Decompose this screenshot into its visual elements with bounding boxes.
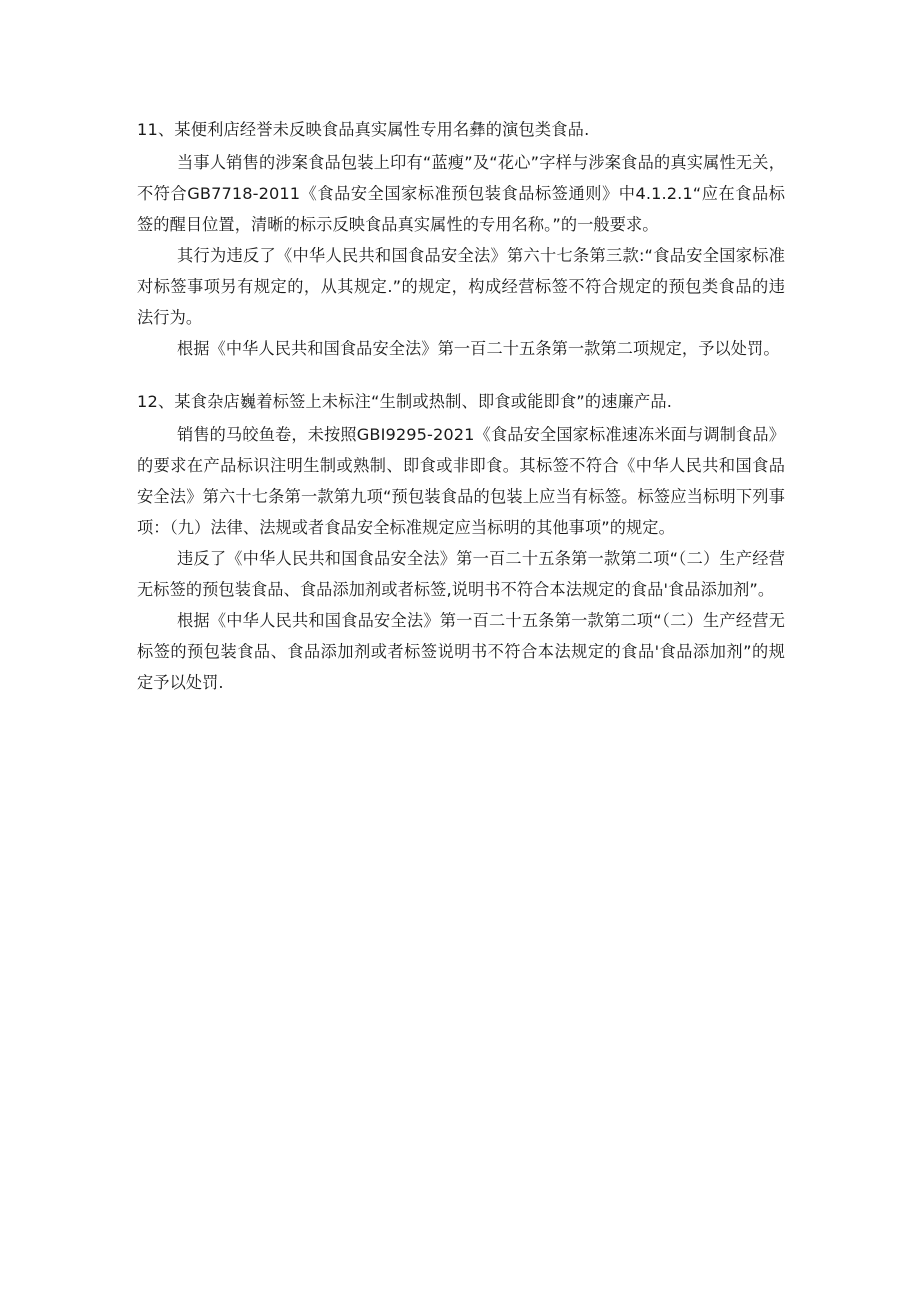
case-12	[137, 385, 785, 698]
case-paragraph: 销售的马皎鱼卷，未按照GBI9295-2021《食品安全国家标准速冻米面与调制食品》的要求在产品标识注明生制或熟制、即食或非即食。其标签不符合《中华人民共和国食品安全法》第六十七条第一款第九项“预包装食品的包装上应当有标签。标签应当标明下列事项：（九）法律、法规或者食品安全标准规定应当标明的其他事项”的规定。	[137, 425, 785, 537]
case-paragraph: 违反了《中华人民共和国食品安全法》第一百二十五条第一款第二项“（二）生产经营无标签的预包装食品、食品添加剂或者标签,说明书不符合本法规定的食品'食品添加剂”。	[137, 549, 785, 599]
case-title: 11、某便利店经誉未反映食品真实属性专用名彝的演包类食品.	[137, 120, 590, 139]
case-paragraph: 根据《中华人民共和国食品安全法》第一百二十五条第一款第二项“（二）生产经营无标签的预包装食品、食品添加剂或者标签说明书不符合本法规定的食品'食品添加剂”的规定予以处罚.	[137, 611, 785, 692]
case-paragraph: 根据《中华人民共和国食品安全法》第一百二十五条第一款第二项规定，予以处罚。	[177, 339, 780, 358]
case-paragraph: 其行为违反了《中华人民共和国食品安全法》第六十七条第三款:“食品安全国家标准对标签事项另有规定的，从其规定.”的规定，构成经营标签不符合规定的预包类食品的违法行为。	[137, 246, 785, 327]
case-paragraph: 当事人销售的涉案食品包装上印有“蓝瘦”及“花心”字样与涉案食品的真实属性无关，不符合GB7718-2011《食品安全国家标准预包装食品标签通则》中4.1.2.1“应在食品标签的醒目位置，清晰的标示反映食品真实属性的专用名称。”的一般要求。	[137, 153, 785, 234]
document-body	[137, 113, 785, 698]
case-title: 12、某食杂店巍着标签上未标注“生制或热制、即食或能即食”的速廉产品.	[137, 392, 673, 411]
case-11	[137, 113, 785, 364]
